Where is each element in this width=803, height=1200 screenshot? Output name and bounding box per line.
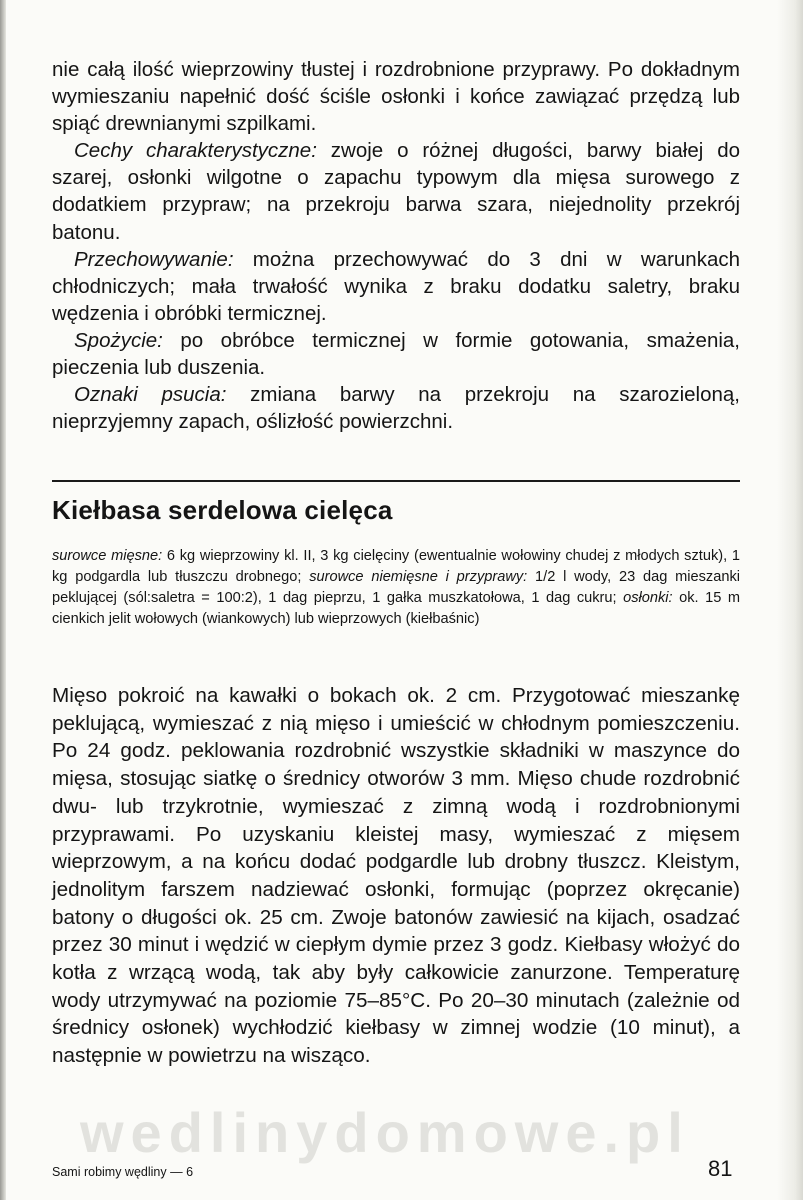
meat-ingredients-text: 6 kg wieprzowiny kl. II, 3 kg cielęciny (ewentualnie wołowiny chudej z młodych sztuk), 1 kg podgardla lub tłuszczu drobnego;: [52, 548, 741, 585]
casings-text: ok. 15 m cienkich jelit wołowych (wiankowych) lub wieprzowych (kiełbaśnic): [52, 590, 740, 627]
page-right-edge-shadow: [777, 0, 803, 1200]
spoilage-label: Oznaki psucia:: [74, 383, 227, 407]
storage-text: można przechowywać do 3 dni w warunkach chłodniczych; mała trwałość wynika z braku dodatku saletry, braku wędzenia i obróbki termicznej.: [52, 247, 740, 325]
characteristics-label: Cechy charakterystyczne:: [74, 139, 317, 163]
spoilage-paragraph: [52, 381, 740, 435]
continuation-paragraph: nie całą ilość wieprzowiny tłustej i rozdrobnione przyprawy. Po dokładnym wymieszaniu napełnić dość ściśle osłonki i końce zawiązać przędzą lub spiąć drewnianymi szpilkami.: [52, 58, 740, 136]
nonmeat-ingredients-text: 1/2 l wody, 23 dag mieszanki peklującej (sól:saletra = 100:2), 1 dag pieprzu, 1 gałka muszkatołowa, 1 dag cukru;: [52, 569, 740, 606]
running-footer: Sami robimy wędliny — 6: [52, 1165, 194, 1179]
characteristics-paragraph: [52, 137, 740, 245]
storage-paragraph: [52, 246, 740, 327]
meat-ingredients-label: surowce mięsne:: [52, 548, 163, 564]
casings-label: osłonki:: [623, 590, 673, 606]
section-divider: [52, 480, 740, 482]
ingredients-paragraph: [52, 546, 740, 630]
storage-label: Przechowywanie:: [74, 247, 234, 271]
consumption-text: po obróbce termicznej w formie gotowania, smażenia, pieczenia lub duszenia.: [52, 328, 740, 380]
instructions-paragraph: Mięso pokroić na kawałki o bokach ok. 2 cm. Przygotować mieszankę peklującą, wymieszać z nią mięso i umieścić w chłodnym pomieszczeniu. Po 24 godz. peklowania rozdrobnić wszystkie składniki w maszynce do mięsa, stosując siatkę o średnicy otworów 3 mm. Mięso chude rozdrobnić dwu- lub trzykrotnie, wymieszać z zimną wodą i rozdrobnionymi przyprawami. Po uzyskaniu kleistej masy, wymieszać z mięsem wieprzowym, a na końcu dodać podgardle lub drobny tłuszcz. Kleistym, jednolitym farszem nadziewać osłonki, formując (poprzez okręcanie) batony o długości ok. 25 cm. Zwoje batonów zawiesić na kijach, osadzać przez 30 minut i wędzić w ciepłym dymie przez 3 godz. Kiełbasy włożyć do kotła z wrzącą wodą, tak aby były całkowicie zanurzone. Temperaturę wody utrzymywać na poziomie 75–85°C. Po 20–30 minutach (zależnie od średnicy osłonek) wychłodzić kiełbasy w zimnej wodzie (10 minut), a następnie w powietrzu na wisząco.: [52, 684, 740, 1068]
page-left-edge-shadow: [0, 0, 6, 1200]
page-number: 81: [708, 1156, 733, 1181]
consumption-paragraph: [52, 327, 740, 381]
watermark: wedlinydomowe.pl: [80, 1101, 690, 1164]
recipe-instructions: [52, 682, 740, 1070]
previous-recipe-continuation: [52, 56, 740, 435]
consumption-label: Spożycie:: [74, 328, 163, 352]
nonmeat-ingredients-label: surowce niemięsne i przyprawy:: [309, 569, 528, 585]
ingredients-list: [52, 546, 740, 630]
characteristics-text: zwoje o różnej długości, barwy białej do szarej, osłonki wilgotne o zapachu typowym dla mięsa surowego z dodatkiem przypraw; na przekroju barwa szara, niejednolity przekrój batonu.: [52, 139, 740, 244]
spoilage-text: zmiana barwy na przekroju na szarozieloną, nieprzyjemny zapach, oślizłość powierzchni.: [52, 383, 740, 434]
recipe-title: Kiełbasa serdelowa cielęca: [52, 495, 393, 525]
